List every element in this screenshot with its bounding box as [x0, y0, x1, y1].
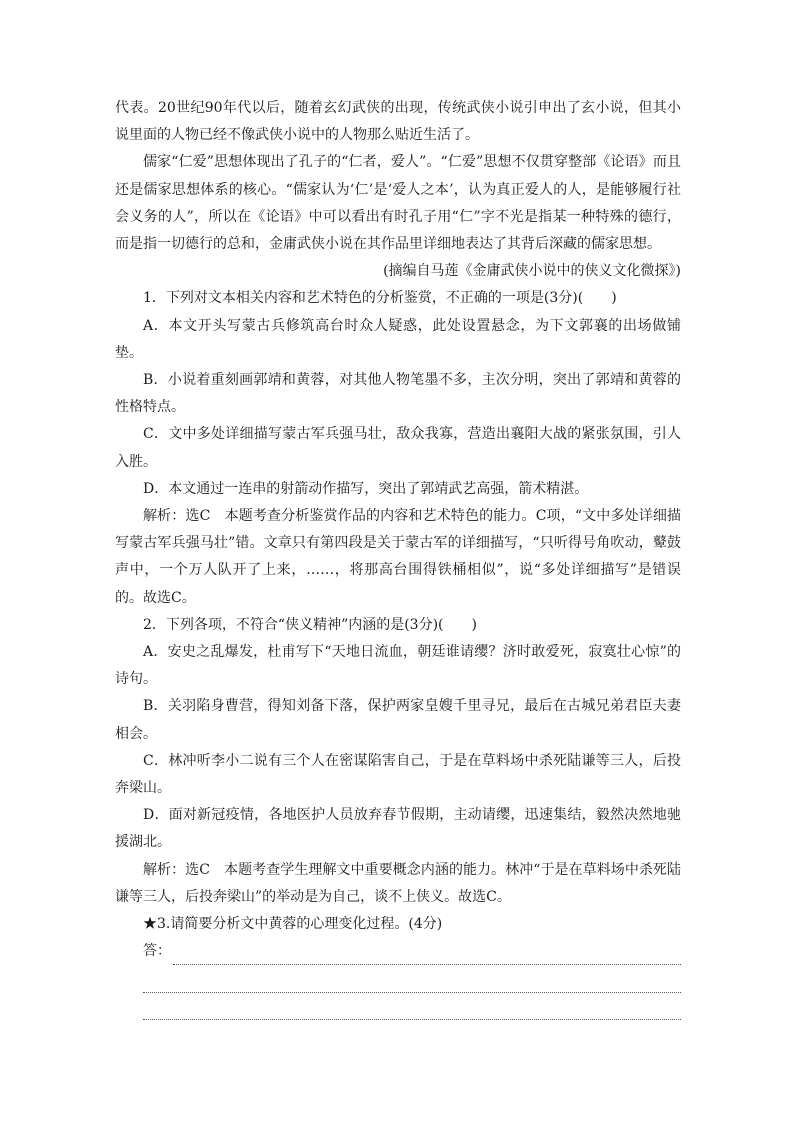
- answer-line[interactable]: [115, 965, 681, 992]
- question-1-option-a: A．本文开头写蒙古兵修筑高台时众人疑惑，此处设置悬念，为下文郭襄的出场做铺垫。: [115, 317, 681, 361]
- question-2-option-a: A．安史之乱爆发，杜甫写下“天地日流血，朝廷谁请缨？济时敢爱死，寂寞壮心惊”的诗句。: [115, 644, 681, 688]
- question-1-option-b: B．小说着重刻画郭靖和黄蓉，对其他人物笔墨不多，主次分明，突出了郭靖和黄蓉的性格特点。: [115, 372, 681, 416]
- answer-line[interactable]: [115, 993, 681, 1020]
- document-content: [115, 95, 681, 1020]
- question-2-stem: 2．下列各项，不符合“侠义精神”内涵的是(3分)( ): [143, 616, 477, 633]
- body-paragraph: 代表。20世纪90年代以后，随着玄幻武侠的出现，传统武侠小说引申出了玄小说，但其小说里面的人物已经不像武侠小说中的人物那么贴近生活了。: [115, 100, 681, 144]
- question-1-analysis: 解析：选C 本题考查分析鉴赏作品的内容和艺术特色的能力。C项，“文中多处详细描写蒙古军兵强马壮”错。文章只有第四段是关于蒙古军的详细描写，“只听得号角吹动，鼙鼓声中，一个万人队开了上来，……，将那高台围得铁桶相似”，说“多处详细描写”是错误的。故选C。: [115, 508, 681, 606]
- answer-dotted-line: [173, 946, 681, 965]
- question-2-option-b: B．关羽陷身曹营，得知刘备下落，保护两家皇嫂千里寻兄，最后在古城兄弟君臣夫妻相会。: [115, 698, 681, 742]
- answer-dotted-line: [143, 974, 681, 993]
- question-1-option-c: C．文中多处详细描写蒙古军兵强马壮，敌众我寡，营造出襄阳大战的紧张氛围，引人入胜。: [115, 426, 681, 470]
- question-2-option-d: D．面对新冠疫情，各地医护人员放弃春节假期，主动请缨，迅速集结，毅然决然地驰援湖北。: [115, 807, 681, 851]
- question-1-option-d: D．本文通过一连串的射箭动作描写，突出了郭靖武艺高强，箭术精湛。: [143, 480, 589, 497]
- question-2-analysis: 解析：选C 本题考查学生理解文中重要概念内涵的能力。林冲“于是在草料场中杀死陆谦等三人，后投奔梁山”的举动是为自己，谈不上侠义。故选C。: [115, 861, 681, 905]
- question-1-stem: 1．下列对文本相关内容和艺术特色的分析鉴赏，不正确的一项是(3分)( ): [143, 290, 617, 307]
- question-3-stem: ★3.请简要分析文中黄蓉的心理变化过程。(4分): [143, 916, 443, 933]
- source-citation: (摘编自马莲《金庸武侠小说中的侠义文化微探》): [383, 263, 681, 280]
- answer-line[interactable]: [115, 938, 681, 965]
- body-paragraph: 儒家“仁爱”思想体现出了孔子的“仁者，爱人”。“仁爱”思想不仅贯穿整部《论语》而且还是儒家思想体系的核心。“儒家认为‘仁’是‘爱人之本’，认为真正爱人的人，是能够履行社会义务的人”，所以在《论语》中可以看出有时孔子用“仁”字不光是指某一种特殊的德行，而是指一切德行的总和，金庸武侠小说在其作品里详细地表达了其背后深藏的儒家思想。: [115, 154, 681, 253]
- answer-label: 答：: [143, 943, 171, 960]
- answer-dotted-line: [143, 1001, 681, 1020]
- question-2-option-c: C．林冲听李小二说有三个人在密谋陷害自己，于是在草料场中杀死陆谦等三人，后投奔梁山。: [115, 752, 681, 797]
